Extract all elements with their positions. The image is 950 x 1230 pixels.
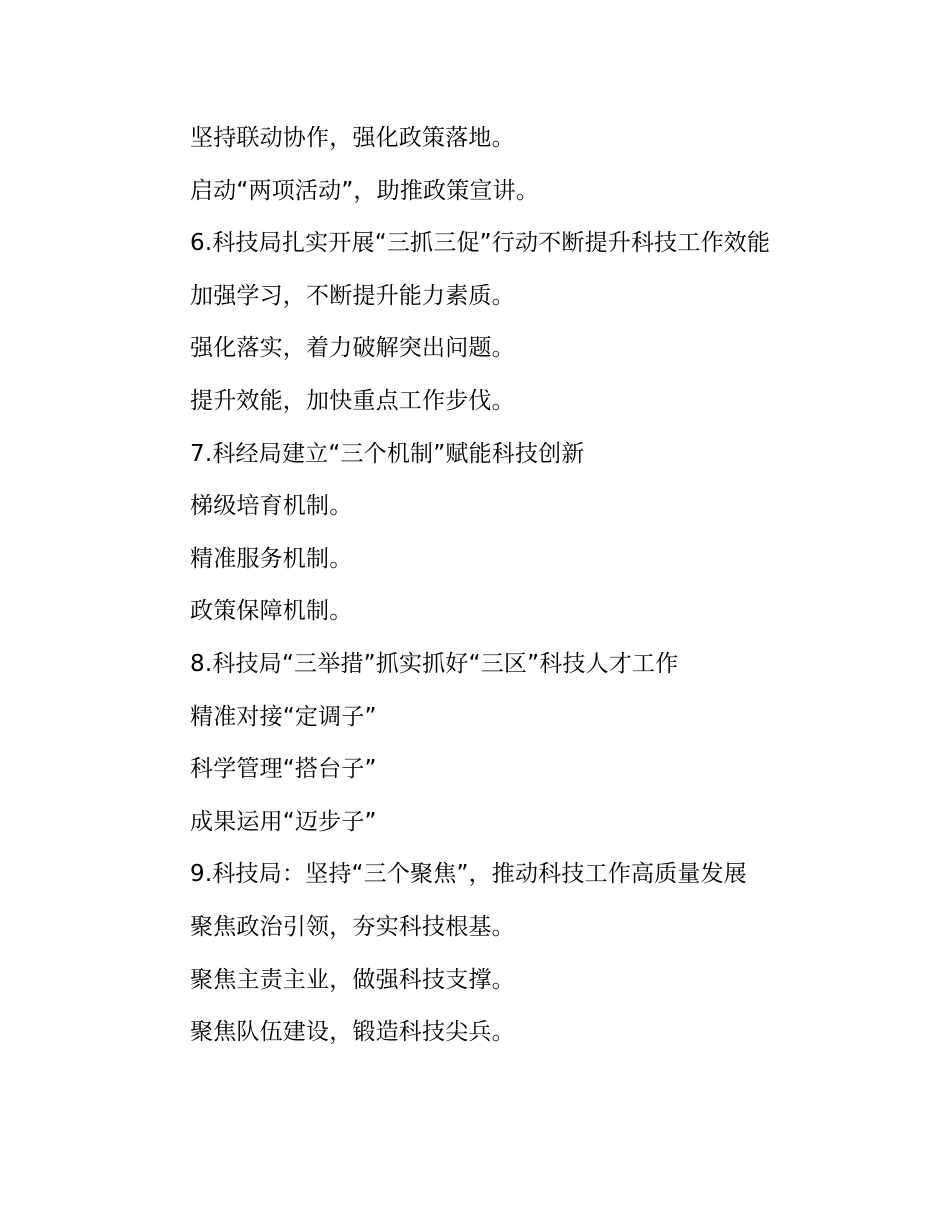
text-line: 坚持联动协作，强化政策落地。 [190, 125, 515, 151]
text-line: 精准对接“定调子” [190, 703, 377, 730]
text-line: 强化落实，着力破解突出问题。 [190, 335, 515, 362]
text-line: 梯级培育机制。 [190, 493, 353, 520]
section-heading: 7.科经局建立“三个机制”赋能科技创新 [190, 440, 585, 467]
text-line: 科学管理“搭台子” [190, 756, 377, 783]
text-line: 聚焦政治引领，夯实科技根基。 [190, 913, 515, 940]
text-line: 政策保障机制。 [190, 598, 353, 625]
text-line: 提升效能，加快重点工作步伐。 [190, 387, 515, 414]
text-line: 成果运用“迈步子” [190, 808, 377, 835]
text-line: 聚焦主责主业，做强科技支撑。 [190, 966, 515, 993]
text-line: 聚焦队伍建设，锻造科技尖兵。 [190, 1019, 515, 1046]
document-body [190, 112, 890, 1059]
section-heading: 6.科技局扎实开展“三抓三促”行动不断提升科技工作效能 [190, 230, 771, 257]
section-heading: 8.科技局“三举措”抓实抓好“三区”科技人才工作 [190, 650, 679, 677]
text-line: 精准服务机制。 [190, 545, 353, 572]
text-line: 启动“两项活动”，助推政策宣讲。 [190, 177, 540, 204]
text-line: 加强学习，不断提升能力素质。 [190, 282, 515, 309]
section-heading: 9.科技局：坚持“三个聚焦”，推动科技工作高质量发展 [190, 861, 747, 888]
